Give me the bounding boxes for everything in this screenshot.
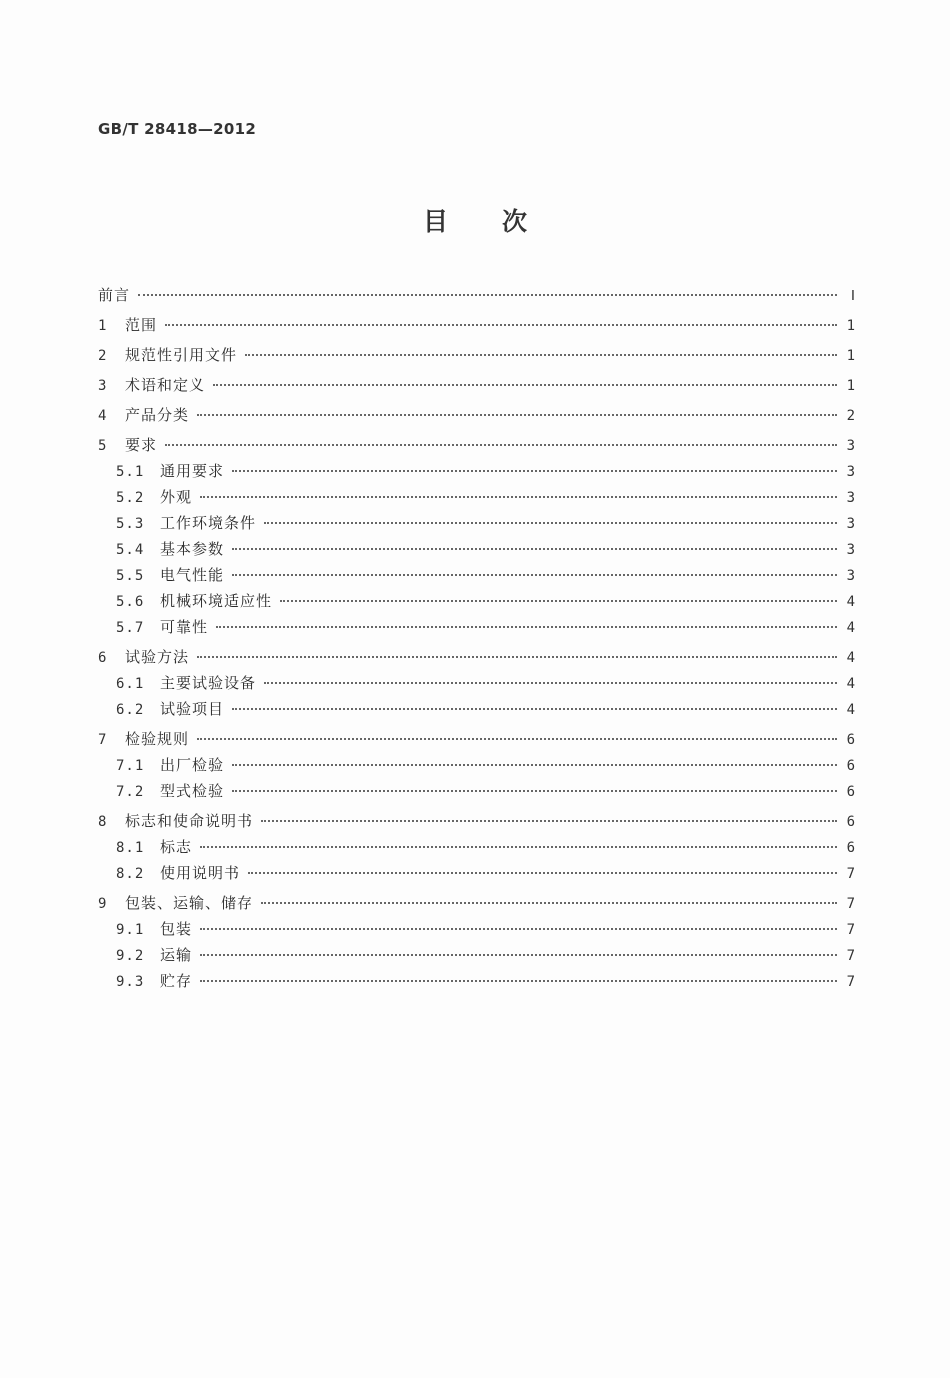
toc-leader-dots — [200, 928, 837, 930]
toc-entry-title: 外观 — [160, 488, 193, 506]
toc-leader-dots — [216, 626, 837, 628]
toc-entry-title: 通用要求 — [160, 462, 225, 480]
toc-entry-number: 5 — [98, 438, 107, 454]
standard-code: GB/T 28418—2012 — [98, 120, 257, 138]
toc-leader-dots — [232, 790, 837, 792]
toc-entry-title: 试验项目 — [160, 700, 225, 718]
toc-entry-title: 机械环境适应性 — [160, 592, 273, 610]
toc-entry-page: 3 — [846, 490, 855, 506]
toc-entry-page: 1 — [846, 378, 855, 394]
toc-entry-number: 5.6 — [116, 594, 145, 610]
toc-entry-title: 产品分类 — [125, 406, 190, 424]
toc-entry-number: 6.2 — [116, 702, 145, 718]
toc-entry-page: 7 — [846, 922, 855, 938]
toc-entry-page: 3 — [846, 568, 855, 584]
toc-leader-dots — [197, 738, 837, 740]
toc-entry-number: 5.3 — [116, 516, 145, 532]
toc-entry-title: 出厂检验 — [160, 756, 225, 774]
toc-entry-title: 检验规则 — [125, 730, 190, 748]
toc-entry-number: 7 — [98, 732, 107, 748]
toc-entry-5-6[interactable] — [98, 588, 855, 614]
toc-entry-5-3[interactable] — [98, 510, 855, 536]
toc-leader-dots — [264, 682, 837, 684]
toc-entry-page: 4 — [846, 594, 855, 610]
toc-entry-9[interactable] — [98, 890, 855, 916]
toc-entry-title: 前言 — [98, 286, 131, 304]
toc-entry-title: 运输 — [160, 946, 193, 964]
toc-entry-page: 1 — [846, 318, 855, 334]
toc-entry-page: 4 — [846, 702, 855, 718]
toc-entry-title: 工作环境条件 — [160, 514, 257, 532]
toc-entry-number: 5.2 — [116, 490, 145, 506]
toc-entry-7-1[interactable] — [98, 752, 855, 778]
toc-entry-9-2[interactable] — [98, 942, 855, 968]
toc-leader-dots — [200, 496, 837, 498]
toc-entry-number: 2 — [98, 348, 107, 364]
toc-entry-title: 术语和定义 — [125, 376, 206, 394]
toc-entry-number: 9.3 — [116, 974, 145, 990]
toc-entry-title: 包装、运输、储存 — [125, 894, 254, 912]
toc-entry-5-4[interactable] — [98, 536, 855, 562]
toc-entry-page: 7 — [846, 948, 855, 964]
toc-leader-dots — [213, 384, 837, 386]
toc-leader-dots — [248, 872, 837, 874]
toc-entry-3[interactable] — [98, 372, 855, 398]
toc-entry-page: 3 — [846, 542, 855, 558]
toc-entry-number: 5.7 — [116, 620, 145, 636]
toc-entry-title: 要求 — [125, 436, 158, 454]
toc-entry-5-2[interactable] — [98, 484, 855, 510]
toc-entry-page: 4 — [846, 650, 855, 666]
toc-entry-page: 4 — [846, 620, 855, 636]
toc-entry-5-5[interactable] — [98, 562, 855, 588]
toc-entry-number: 1 — [98, 318, 107, 334]
toc-leader-dots — [232, 548, 837, 550]
toc-leader-dots — [138, 294, 837, 296]
toc-entry-8-1[interactable] — [98, 834, 855, 860]
toc-entry-page: 1 — [846, 348, 855, 364]
toc-entry-number: 9.2 — [116, 948, 145, 964]
toc-entry-page: 3 — [846, 516, 855, 532]
toc-entry-page: 6 — [846, 814, 855, 830]
toc-entry-page: 7 — [846, 866, 855, 882]
toc-entry-page: 3 — [846, 464, 855, 480]
toc-entry-page: 3 — [846, 438, 855, 454]
toc-entry-number: 5.4 — [116, 542, 145, 558]
toc-entry-8-2[interactable] — [98, 860, 855, 886]
toc-entry-title: 标志 — [160, 838, 193, 856]
toc-leader-dots — [200, 954, 837, 956]
toc-entry-title: 使用说明书 — [160, 864, 241, 882]
toc-leader-dots — [232, 470, 837, 472]
toc-entry-number: 7.2 — [116, 784, 145, 800]
toc-leader-dots — [200, 980, 837, 982]
toc-entry-page: Ⅰ — [850, 288, 855, 304]
toc-entry-6-1[interactable] — [98, 670, 855, 696]
toc-entry-5-1[interactable] — [98, 458, 855, 484]
toc-leader-dots — [232, 708, 837, 710]
toc-entry-page: 2 — [846, 408, 855, 424]
toc-leader-dots — [245, 354, 837, 356]
toc-entry-5[interactable] — [98, 432, 855, 458]
toc-entry-title: 主要试验设备 — [160, 674, 257, 692]
toc-entry-number: 8.1 — [116, 840, 145, 856]
toc-entry-title: 贮存 — [160, 972, 193, 990]
toc-leader-dots — [200, 846, 837, 848]
toc-entry-7-2[interactable] — [98, 778, 855, 804]
toc-leader-dots — [197, 656, 837, 658]
toc-entry-page: 4 — [846, 676, 855, 692]
toc-leader-dots — [232, 574, 837, 576]
toc-leader-dots — [165, 444, 837, 446]
toc-entry-number: 8 — [98, 814, 107, 830]
toc-entry-title: 试验方法 — [125, 648, 190, 666]
toc-entry-number: 5.1 — [116, 464, 145, 480]
toc-entry-title: 基本参数 — [160, 540, 225, 558]
table-of-contents — [98, 282, 855, 994]
toc-entry-title: 范围 — [125, 316, 158, 334]
toc-entry-number: 6 — [98, 650, 107, 666]
toc-entry-title: 电气性能 — [160, 566, 225, 584]
toc-entry-page: 6 — [846, 758, 855, 774]
toc-entry-7[interactable] — [98, 726, 855, 752]
toc-leader-dots — [280, 600, 837, 602]
toc-entry-title: 型式检验 — [160, 782, 225, 800]
toc-leader-dots — [165, 324, 837, 326]
toc-entry-page: 7 — [846, 974, 855, 990]
toc-entry-number: 5.5 — [116, 568, 145, 584]
toc-entry-number: 4 — [98, 408, 107, 424]
toc-entry-number: 3 — [98, 378, 107, 394]
toc-entry-page: 7 — [846, 896, 855, 912]
toc-entry-number: 7.1 — [116, 758, 145, 774]
toc-entry-number: 9 — [98, 896, 107, 912]
toc-entry-number: 8.2 — [116, 866, 145, 882]
toc-entry-2[interactable] — [98, 342, 855, 368]
toc-entry-9-3[interactable] — [98, 968, 855, 994]
toc-entry-title: 包装 — [160, 920, 193, 938]
toc-entry-page: 6 — [846, 784, 855, 800]
toc-entry-number: 6.1 — [116, 676, 145, 692]
toc-entry-number: 9.1 — [116, 922, 145, 938]
toc-entry-preface[interactable] — [98, 282, 855, 308]
toc-entry-page: 6 — [846, 840, 855, 856]
toc-entry-title: 标志和使命说明书 — [125, 812, 254, 830]
toc-title-char-2: 次 — [502, 207, 528, 236]
toc-entry-title: 规范性引用文件 — [125, 346, 238, 364]
toc-entry-4[interactable] — [98, 402, 855, 428]
toc-leader-dots — [261, 820, 837, 822]
toc-leader-dots — [232, 764, 837, 766]
toc-entry-1[interactable] — [98, 312, 855, 338]
toc-leader-dots — [264, 522, 837, 524]
toc-entry-5-7[interactable] — [98, 614, 855, 640]
toc-entry-page: 6 — [846, 732, 855, 748]
toc-entry-8[interactable] — [98, 808, 855, 834]
toc-entry-9-1[interactable] — [98, 916, 855, 942]
toc-leader-dots — [261, 902, 837, 904]
toc-entry-title: 可靠性 — [160, 618, 209, 636]
toc-leader-dots — [197, 414, 837, 416]
toc-title-char-1: 目 — [422, 207, 448, 236]
toc-entry-6-2[interactable] — [98, 696, 855, 722]
toc-title — [0, 202, 950, 238]
toc-entry-6[interactable] — [98, 644, 855, 670]
